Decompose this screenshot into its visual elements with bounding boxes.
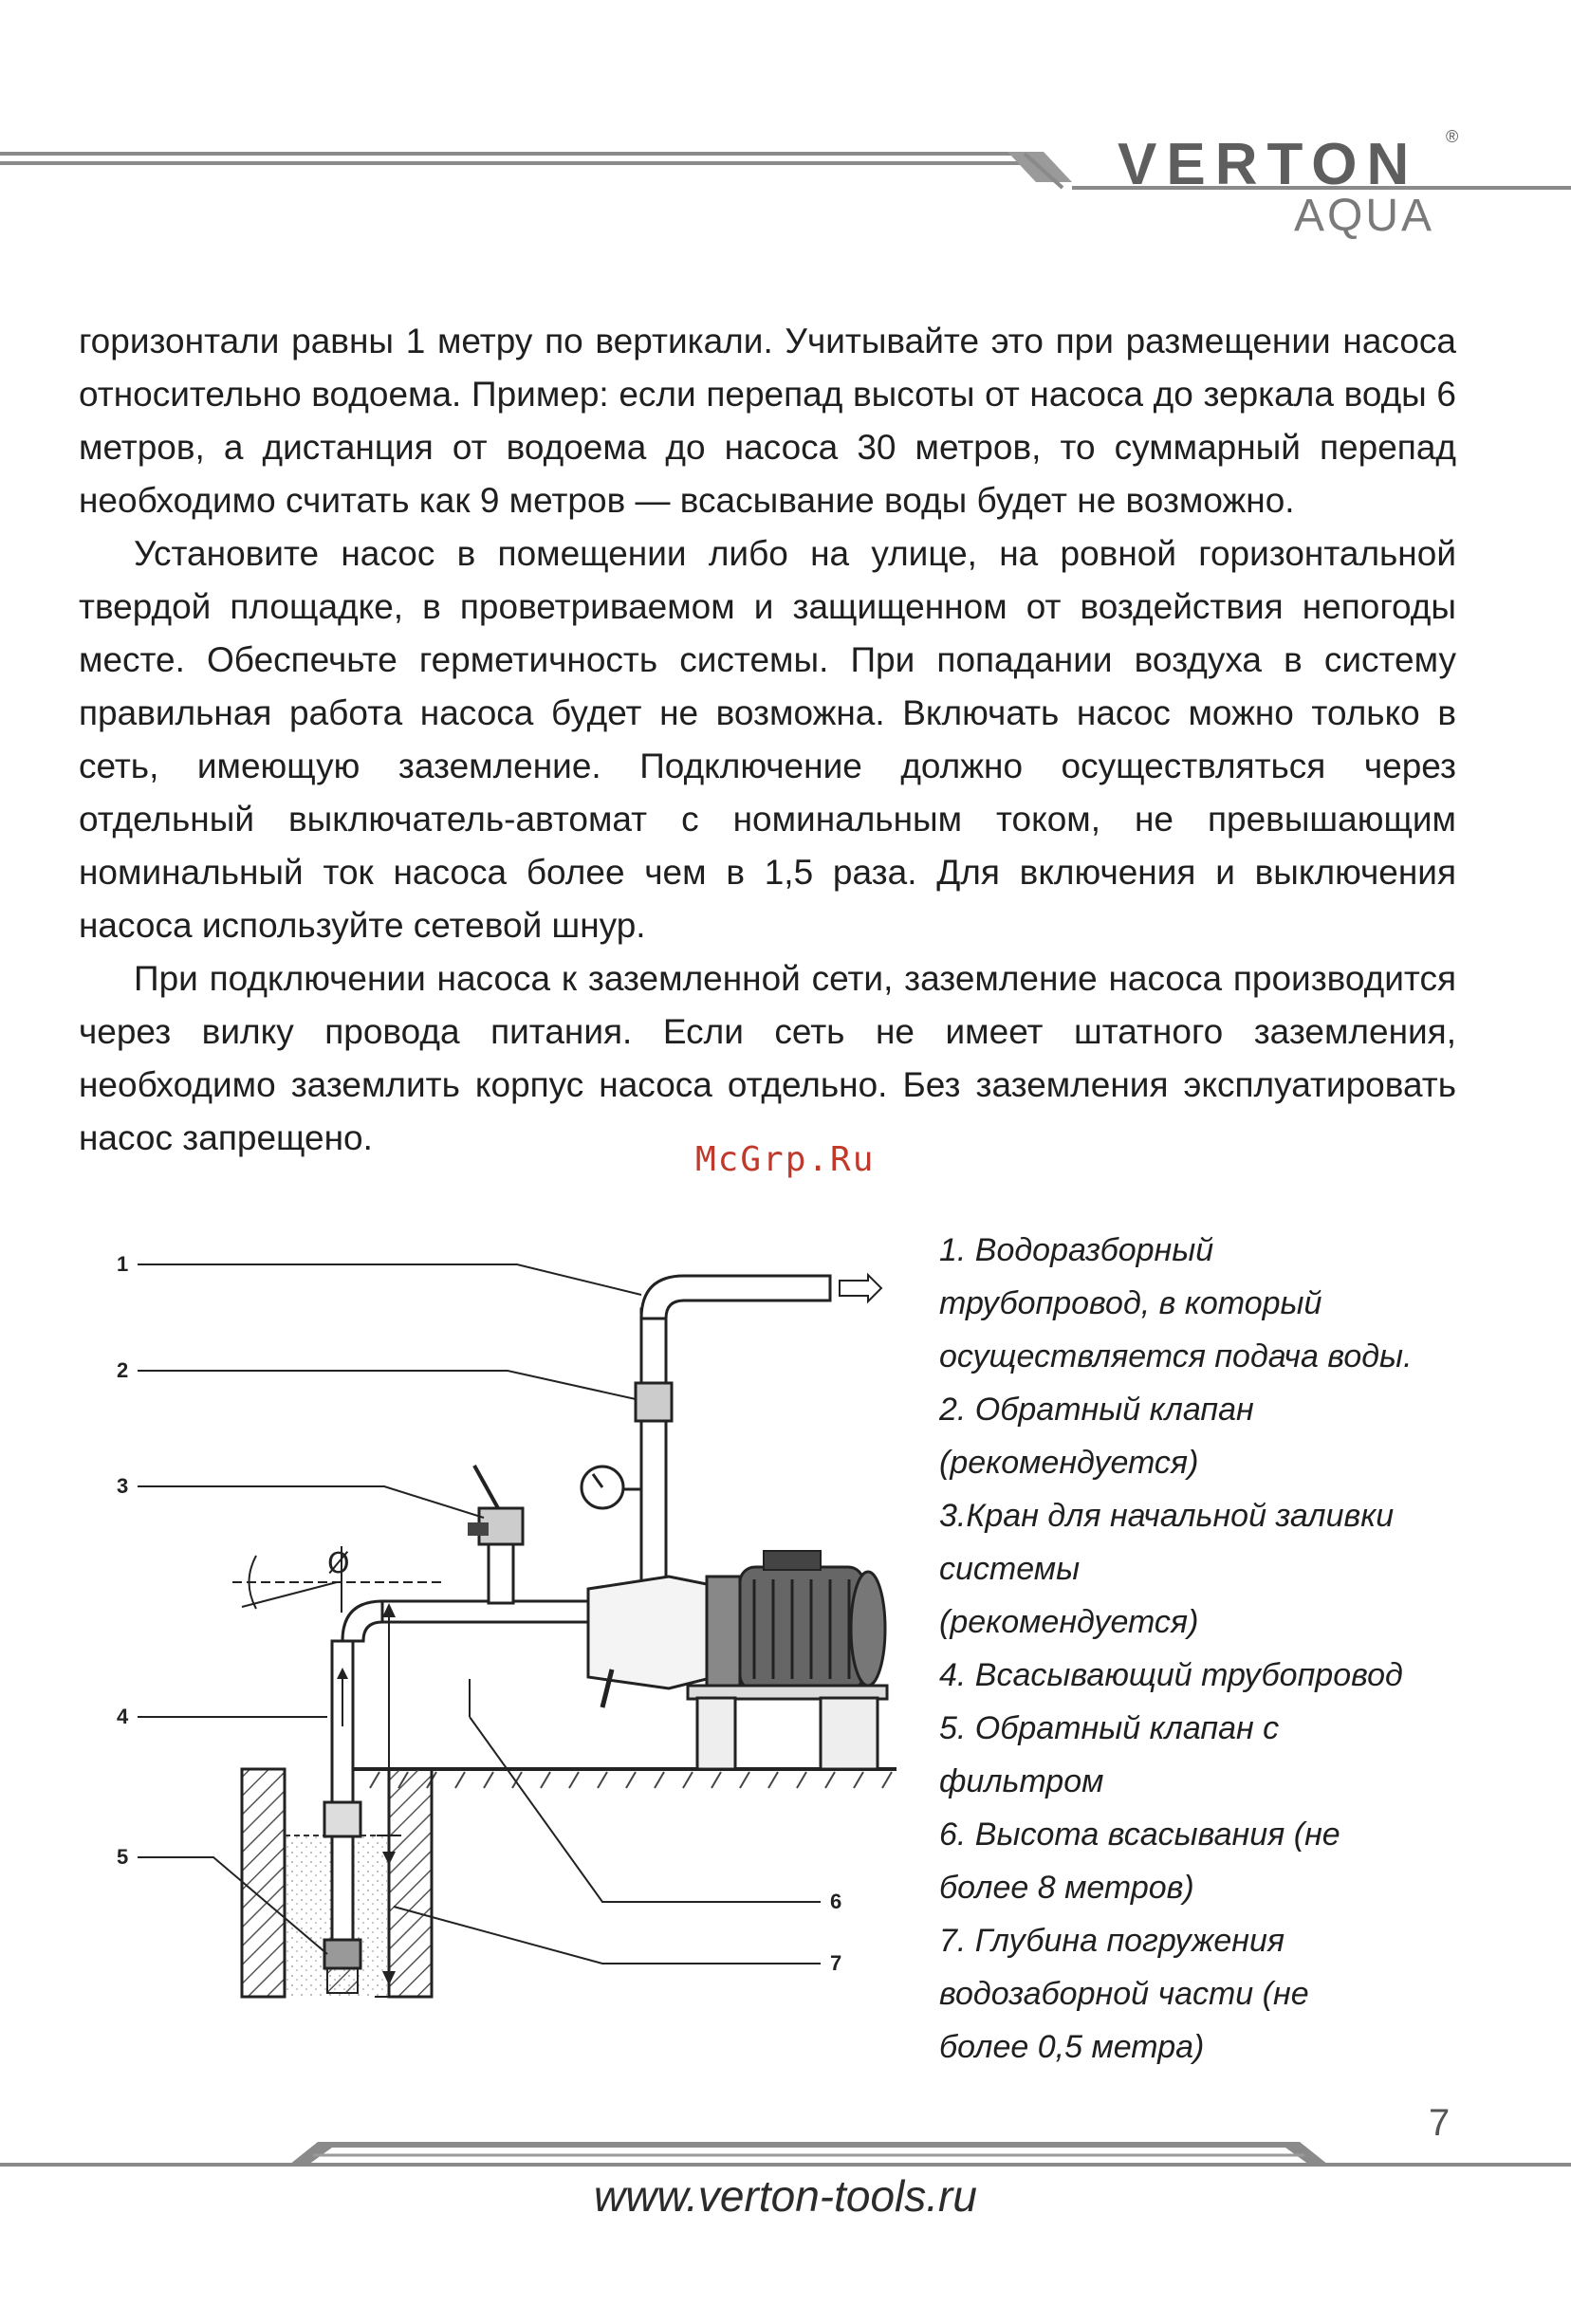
- diagram-legend: [939, 1224, 1489, 2074]
- paragraph-2: Установите насос в помещении либо на улице, на ровной горизонтальной твердой площадке, в проветриваемом и защищенном от воздействия непогоды месте. Обеспечьте герметичность системы. При попадании воздуха в систему правильная работа насоса будет не возможна. Включать насос можно только в сеть, имеющую заземление. Подключение должно осуществляться через отдельный выключатель-автомат с номинальным током, не превышающим номинальный ток насоса более чем в 1,5 раза. Для включения и выключения насоса используйте сетевой шнур.: [79, 534, 1456, 945]
- paragraph-1: горизонтали равны 1 метру по вертикали. Учитывайте это при размещении насоса относительно водоема. Пример: если перепад высоты от насоса до зеркала воды 6 метров, а дистанция от водоема до насоса 30 метров, то суммарный перепад необходимо считать как 9 метров — всасывание воды будет не возможно.: [79, 322, 1456, 520]
- discharge-pipe: [636, 1275, 881, 1594]
- legend-line: 7. Глубина погружения: [939, 1923, 1285, 1959]
- callout-5: 5: [117, 1845, 129, 1869]
- legend-line: фильтром: [939, 1763, 1104, 1799]
- paragraph-3: При подключении насоса к заземленной сети, заземление насоса производится через вилку провода питания. Если сеть не имеет штатного заземления, необходимо заземлить корпус насоса отдельно. Без заземления эксплуатировать насос запрещено.: [79, 959, 1456, 1157]
- installation-diagram: [100, 1224, 896, 2030]
- pressure-gauge: [582, 1466, 641, 1508]
- legend-line: более 0,5 метра): [939, 2029, 1205, 2065]
- callout-3: 3: [117, 1474, 129, 1498]
- footer-decoration: [0, 2134, 1571, 2172]
- callout-2: 2: [117, 1358, 129, 1382]
- legend-line: (рекомендуется): [939, 1604, 1199, 1640]
- legend-line: 4. Всасывающий трубопровод: [939, 1657, 1403, 1693]
- registered-mark: ®: [1446, 127, 1459, 146]
- callout-4: 4: [117, 1705, 129, 1728]
- pump: [588, 1551, 887, 1769]
- brand-sub-logo: AQUA: [1294, 191, 1435, 241]
- callout-6: 6: [830, 1890, 842, 1913]
- legend-line: водозаборной части (не: [939, 1976, 1309, 2012]
- legend-line: осуществляется подача воды.: [939, 1338, 1413, 1374]
- legend-line: системы: [939, 1551, 1081, 1587]
- intake-manifold: [382, 1466, 591, 1622]
- page-number: 7: [1429, 2102, 1451, 2144]
- diameter-symbol: Ø: [327, 1547, 350, 1580]
- legend-line: 2. Обратный клапан: [939, 1392, 1254, 1428]
- brand-logo: VERTON: [1118, 132, 1419, 197]
- callout-1: 1: [117, 1252, 129, 1276]
- callout-7: 7: [830, 1951, 842, 1975]
- website-url[interactable]: www.verton-tools.ru: [594, 2171, 977, 2221]
- watermark: McGrp.Ru: [695, 1140, 876, 1179]
- body-text: [79, 315, 1456, 1165]
- legend-line: 5. Обратный клапан с: [939, 1710, 1280, 1746]
- legend-line: более 8 метров): [939, 1870, 1194, 1906]
- legend-line: (рекомендуется): [939, 1445, 1199, 1481]
- legend-line: 3.Кран для начальной заливки: [939, 1498, 1395, 1534]
- legend-line: 1. Водоразборный: [939, 1232, 1214, 1268]
- legend-line: трубопровод, в который: [939, 1285, 1322, 1321]
- legend-line: 6. Высота всасывания (не: [939, 1817, 1340, 1853]
